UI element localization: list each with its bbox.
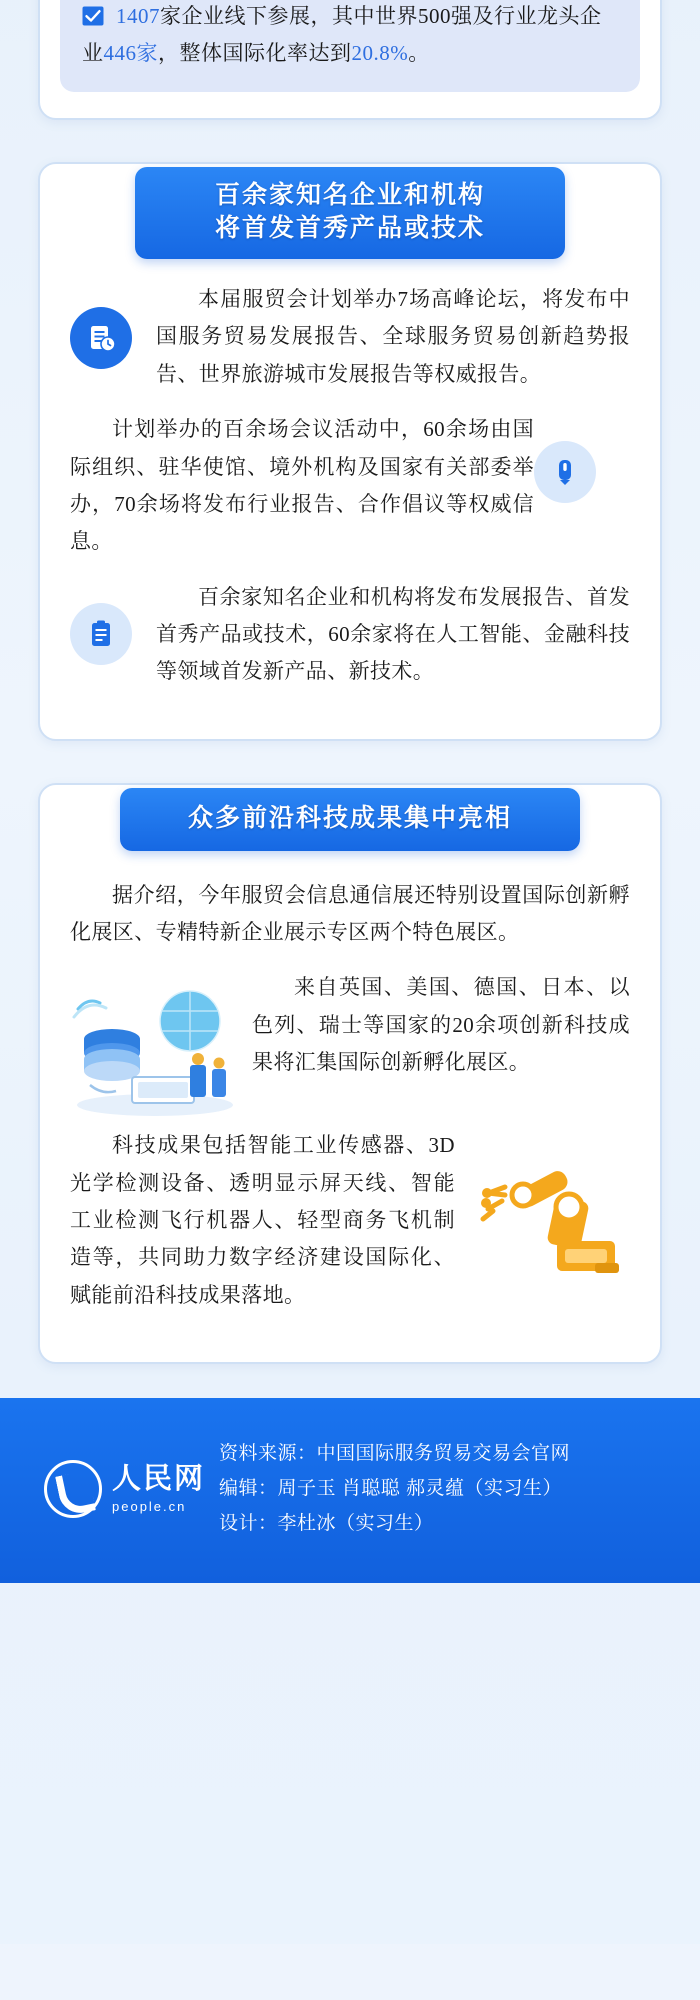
launch-section-heading bbox=[135, 167, 565, 260]
tech-section-heading: 众多前沿科技成果集中亮相 bbox=[120, 788, 580, 851]
launch-section-card bbox=[38, 162, 662, 741]
highlight-num-3: 20.8% bbox=[351, 40, 409, 65]
statistics-card bbox=[38, 0, 662, 120]
tech-paragraph-1: 据介绍，今年服贸会信息通信展还特别设置国际创新孵化展区、专精特新企业展示专区两个特色展区。 bbox=[70, 882, 630, 944]
launch-paragraph-3: 百余家知名企业和机构将发布发展报告、首发首秀产品或技术，60余家将在人工智能、金融科技等领域首发新产品、新技术。 bbox=[156, 584, 630, 684]
footer-source-line: 资料来源：中国国际服务贸易交易会官网 bbox=[219, 1442, 571, 1464]
launch-paragraph-1: 本届服贸会计划举办7场高峰论坛，将发布中国服务贸易发展报告、全球服务贸易创新趋势报告、世界旅游城市发展报告等权威报告。 bbox=[156, 287, 630, 386]
industrial-robot-arm-illustration bbox=[465, 1137, 630, 1287]
highlight-text-1: 家企业线下参展，其中世界500强 bbox=[160, 4, 473, 28]
highlight-text-2: 及行业龙头企业 bbox=[82, 4, 602, 65]
footer-credits bbox=[219, 1436, 674, 1541]
launch-icon-2-wrap bbox=[534, 441, 630, 533]
highlight-num-2: 446家 bbox=[103, 40, 158, 65]
highlight-text-3: ，整体国际化率达到 bbox=[158, 40, 352, 65]
launch-icon-3-wrap bbox=[70, 603, 156, 695]
tech-paragraph-2: 来自英国、美国、德国、日本、以色列、瑞士等国家的20余项创新科技成果将汇集国际创新孵化展区。 bbox=[252, 975, 630, 1074]
launch-heading-line2: 将首发首秀产品或技术 bbox=[214, 214, 485, 243]
launch-icon-1-wrap bbox=[70, 307, 156, 399]
highlight-text-4: 。 bbox=[408, 40, 430, 65]
logo-text-en: people.cn bbox=[112, 1498, 187, 1514]
footer-designer-line: 设计：李杜冰（实习生） bbox=[219, 1513, 434, 1535]
footer-editor-line: 编辑：周子玉 肖聪聪 郝灵蕴（实习生） bbox=[219, 1478, 563, 1500]
launch-paragraph-2: 计划举办的百余场会议活动中，60余场由国际组织、驻华使馆、境外机构及国家有关部委举办，70余场将发布行业报告、合作倡议等权威信息。 bbox=[70, 417, 534, 554]
logo-mark bbox=[44, 1460, 102, 1518]
highlight-num-1: 1407 bbox=[116, 4, 160, 28]
spacer bbox=[0, 120, 700, 162]
cloud-data-server-illustration bbox=[70, 973, 240, 1123]
logo-text-cn: 人民网 bbox=[112, 1462, 206, 1495]
tech-paragraph-3: 科技成果包括智能工业传感器、3D光学检测设备、透明显示屏天线、智能工业检测飞行机器人、轻型商务飞机制造等，共同助力数字经济建设国际化、赋能前沿科技成果落地。 bbox=[70, 1133, 455, 1307]
document-clock-icon bbox=[70, 307, 132, 369]
award-ribbon-icon bbox=[534, 441, 596, 503]
tech-section-card bbox=[38, 783, 662, 1364]
people-cn-logo-icon bbox=[44, 1460, 219, 1518]
footer-bar bbox=[0, 1398, 700, 1583]
check-box-icon bbox=[82, 1, 104, 21]
clipboard-list-icon bbox=[70, 603, 132, 665]
spacer-2 bbox=[0, 741, 700, 783]
launch-heading-line1: 百余家知名企业和机构 bbox=[214, 180, 485, 209]
highlight-statistic-box bbox=[60, 0, 640, 92]
